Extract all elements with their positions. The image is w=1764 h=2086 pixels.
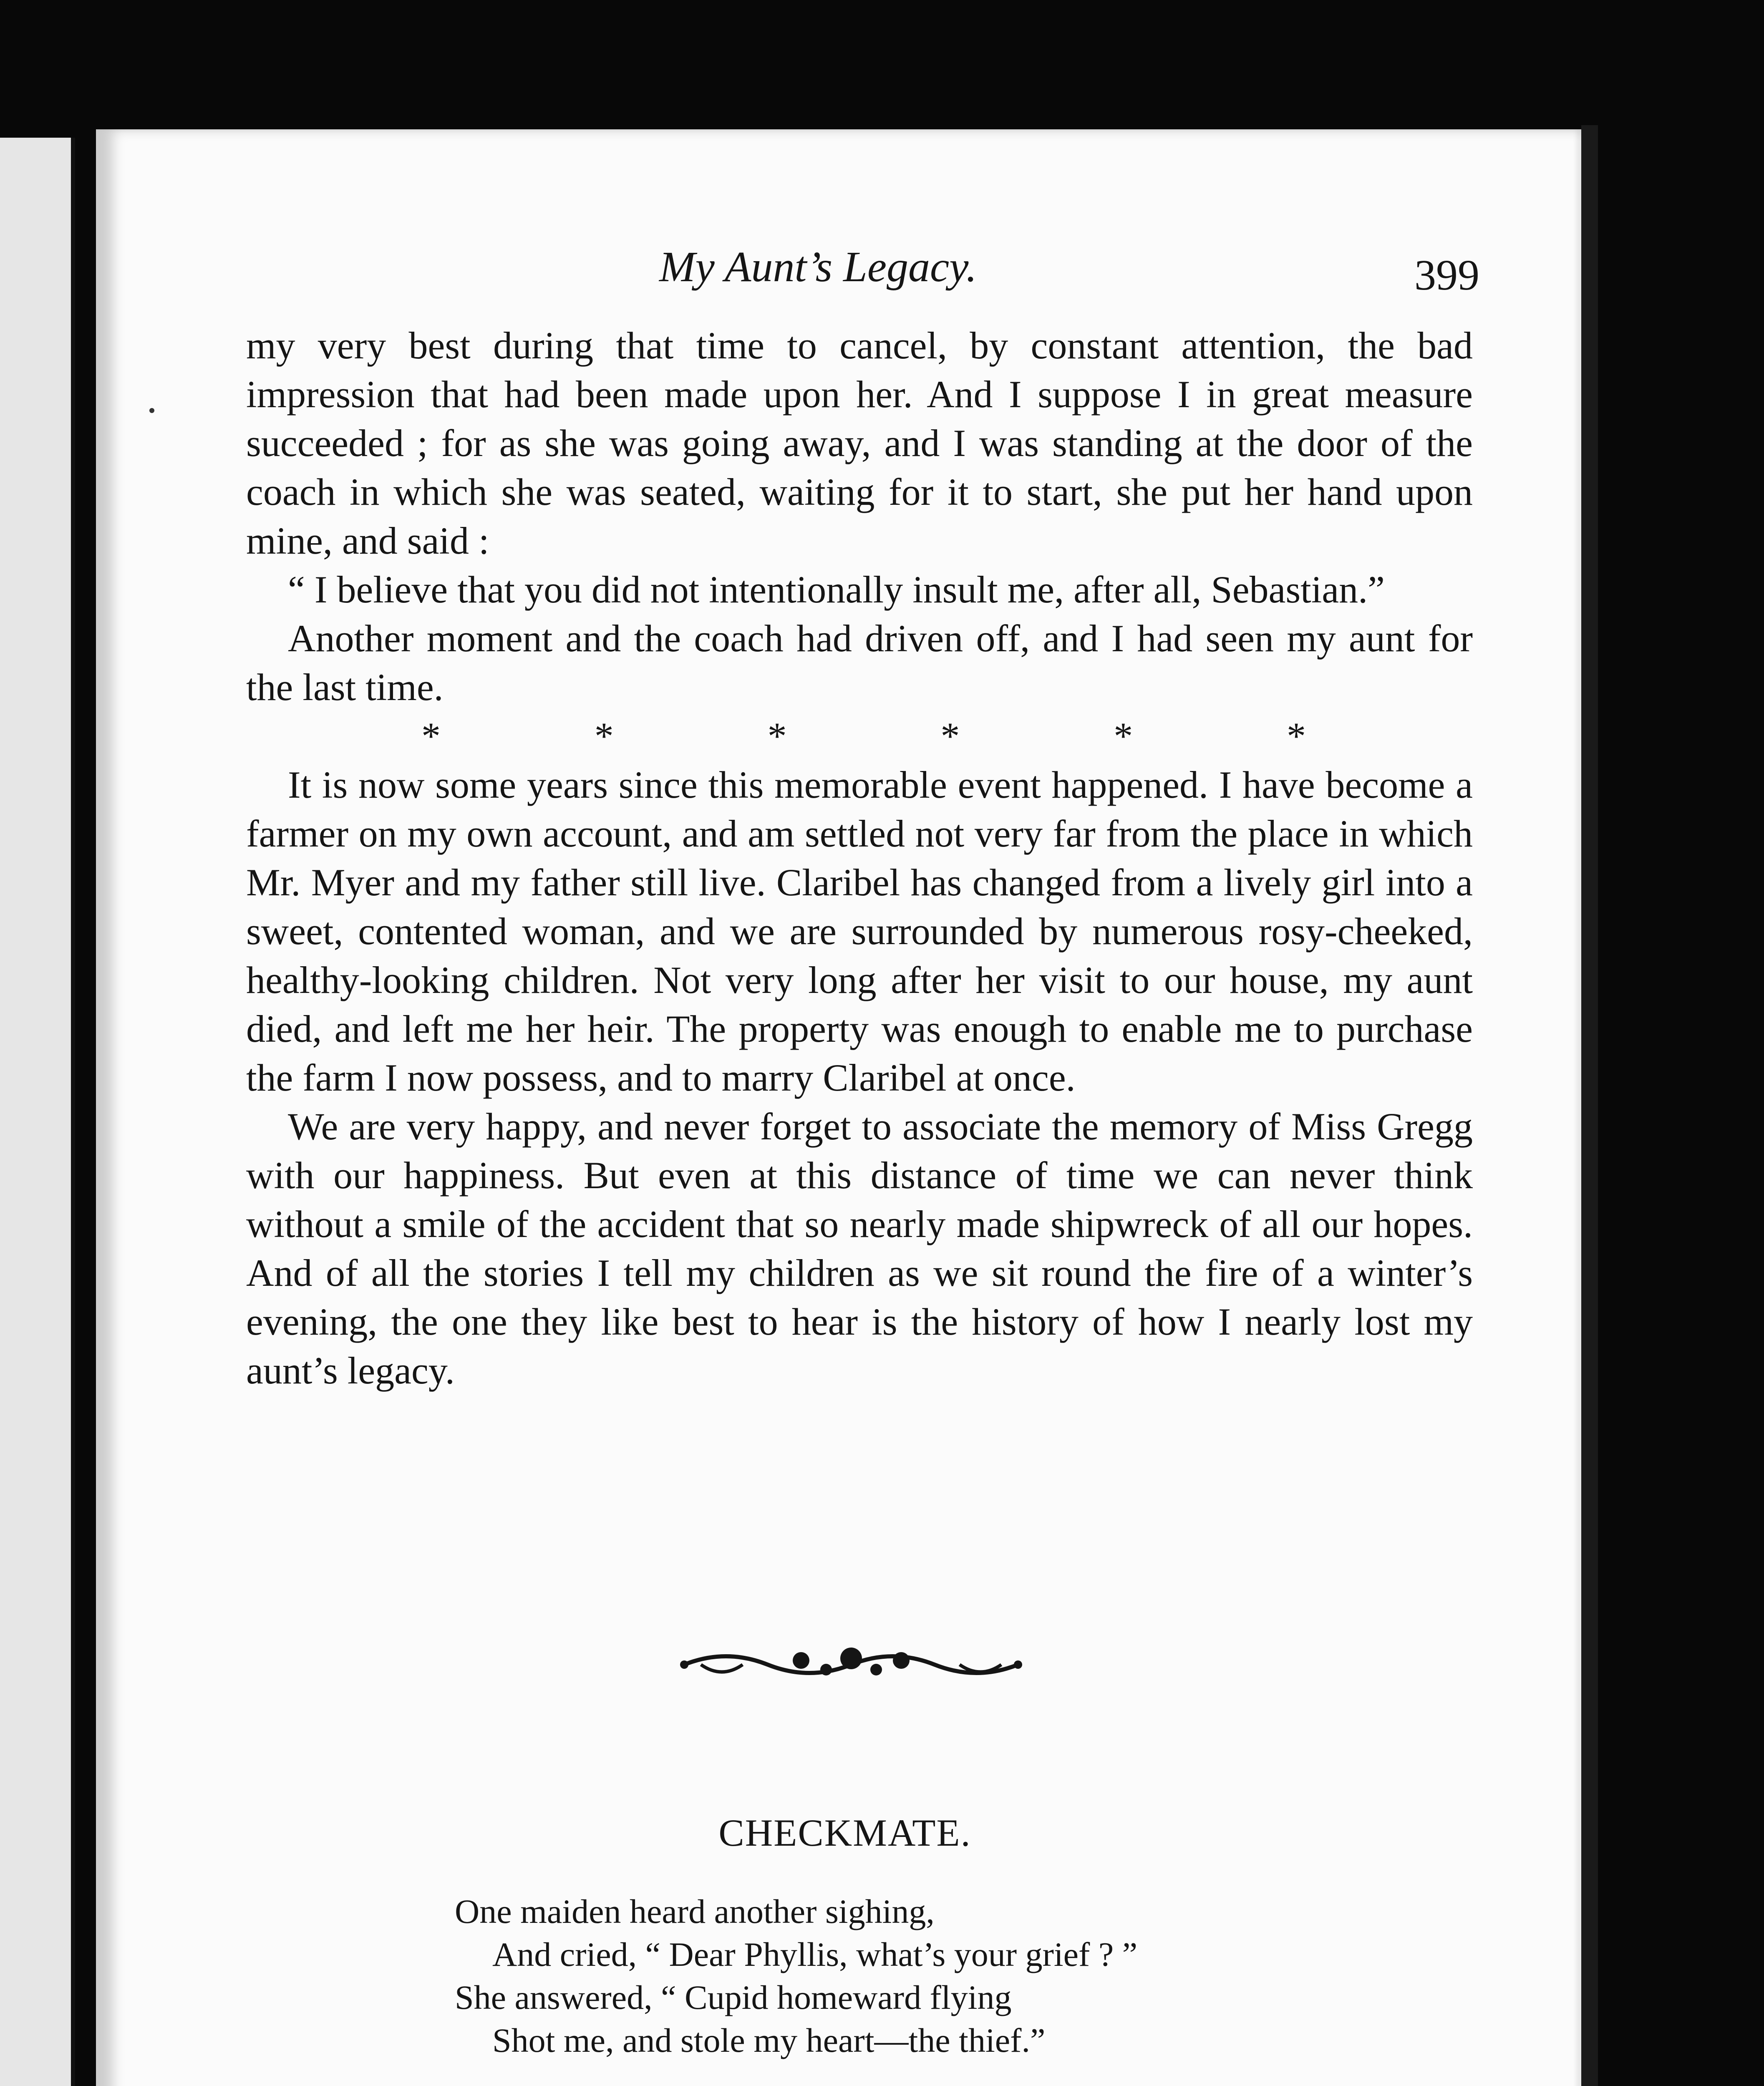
body-text bbox=[246, 321, 1473, 1395]
separator-asterisk: * bbox=[1114, 715, 1133, 757]
scan-speck bbox=[149, 408, 154, 413]
separator-asterisk: * bbox=[421, 715, 441, 757]
page-right-edge bbox=[1581, 125, 1598, 2086]
separator-asterisk: * bbox=[940, 715, 960, 757]
poem-line: She answered, “ Cupid homeward flying bbox=[455, 1978, 1012, 2016]
body-paragraph: It is now some years since this memorable event happened. I have become a farmer on my own account, and am settled not very far from the place in which Mr. Myer and my father still live. Claribel has changed from a lively girl into a sweet, contented woman, and we are surrounded by numerous rosy-cheeked, healthy-looking children. Not very long after her visit to our house, my aunt died, and left me her heir. The property was enough to enable me to purchase the farm I now possess, and to marry Claribel at once. bbox=[246, 763, 1473, 1099]
poem-title: CHECKMATE. bbox=[718, 1811, 971, 1854]
poem-line: And cried, “ Dear Phyllis, what’s your grief ? ” bbox=[492, 1935, 1138, 1973]
body-paragraph: Another moment and the coach had driven off, and I had seen my aunt for the last time. bbox=[246, 617, 1473, 708]
running-head-title: My Aunt’s Legacy. bbox=[659, 243, 977, 291]
poem-stanza bbox=[455, 1890, 1137, 2062]
poem-line: Shot me, and stole my heart—the thief.” bbox=[492, 2021, 1046, 2059]
page-number: 399 bbox=[1414, 251, 1479, 299]
poem-line: One maiden heard another sighing, bbox=[455, 1892, 935, 1930]
body-paragraph: my very best during that time to cancel, by constant attention, the bad impression that had been made upon her. And I suppose I in great measure succeeded ; for as she was going away, and I was standing at the door of the coach in which she was seated, waiting for it to start, she put her hand upon mine, and said : bbox=[246, 324, 1473, 562]
ornamental-flourish-icon bbox=[676, 1640, 1026, 1690]
body-paragraph: “ I believe that you did not intentionally insult me, after all, Sebastian.” bbox=[288, 568, 1385, 611]
facing-page-edge bbox=[0, 138, 75, 2086]
section-separator bbox=[421, 712, 1306, 761]
separator-asterisk: * bbox=[767, 715, 787, 757]
body-paragraph: We are very happy, and never forget to associate the memory of Miss Gregg with our happiness. But even at this distance of time we can never think without a smile of the accident that so nearly made shipwreck of all our hopes. And of all the stories I tell my children as we sit round the fire of a winter’s evening, the one they like best to hear is the history of how I nearly lost my aunt’s legacy. bbox=[246, 1105, 1473, 1392]
separator-asterisk: * bbox=[1286, 715, 1306, 757]
separator-asterisk: * bbox=[594, 715, 614, 757]
poem-body bbox=[455, 1890, 1137, 2086]
